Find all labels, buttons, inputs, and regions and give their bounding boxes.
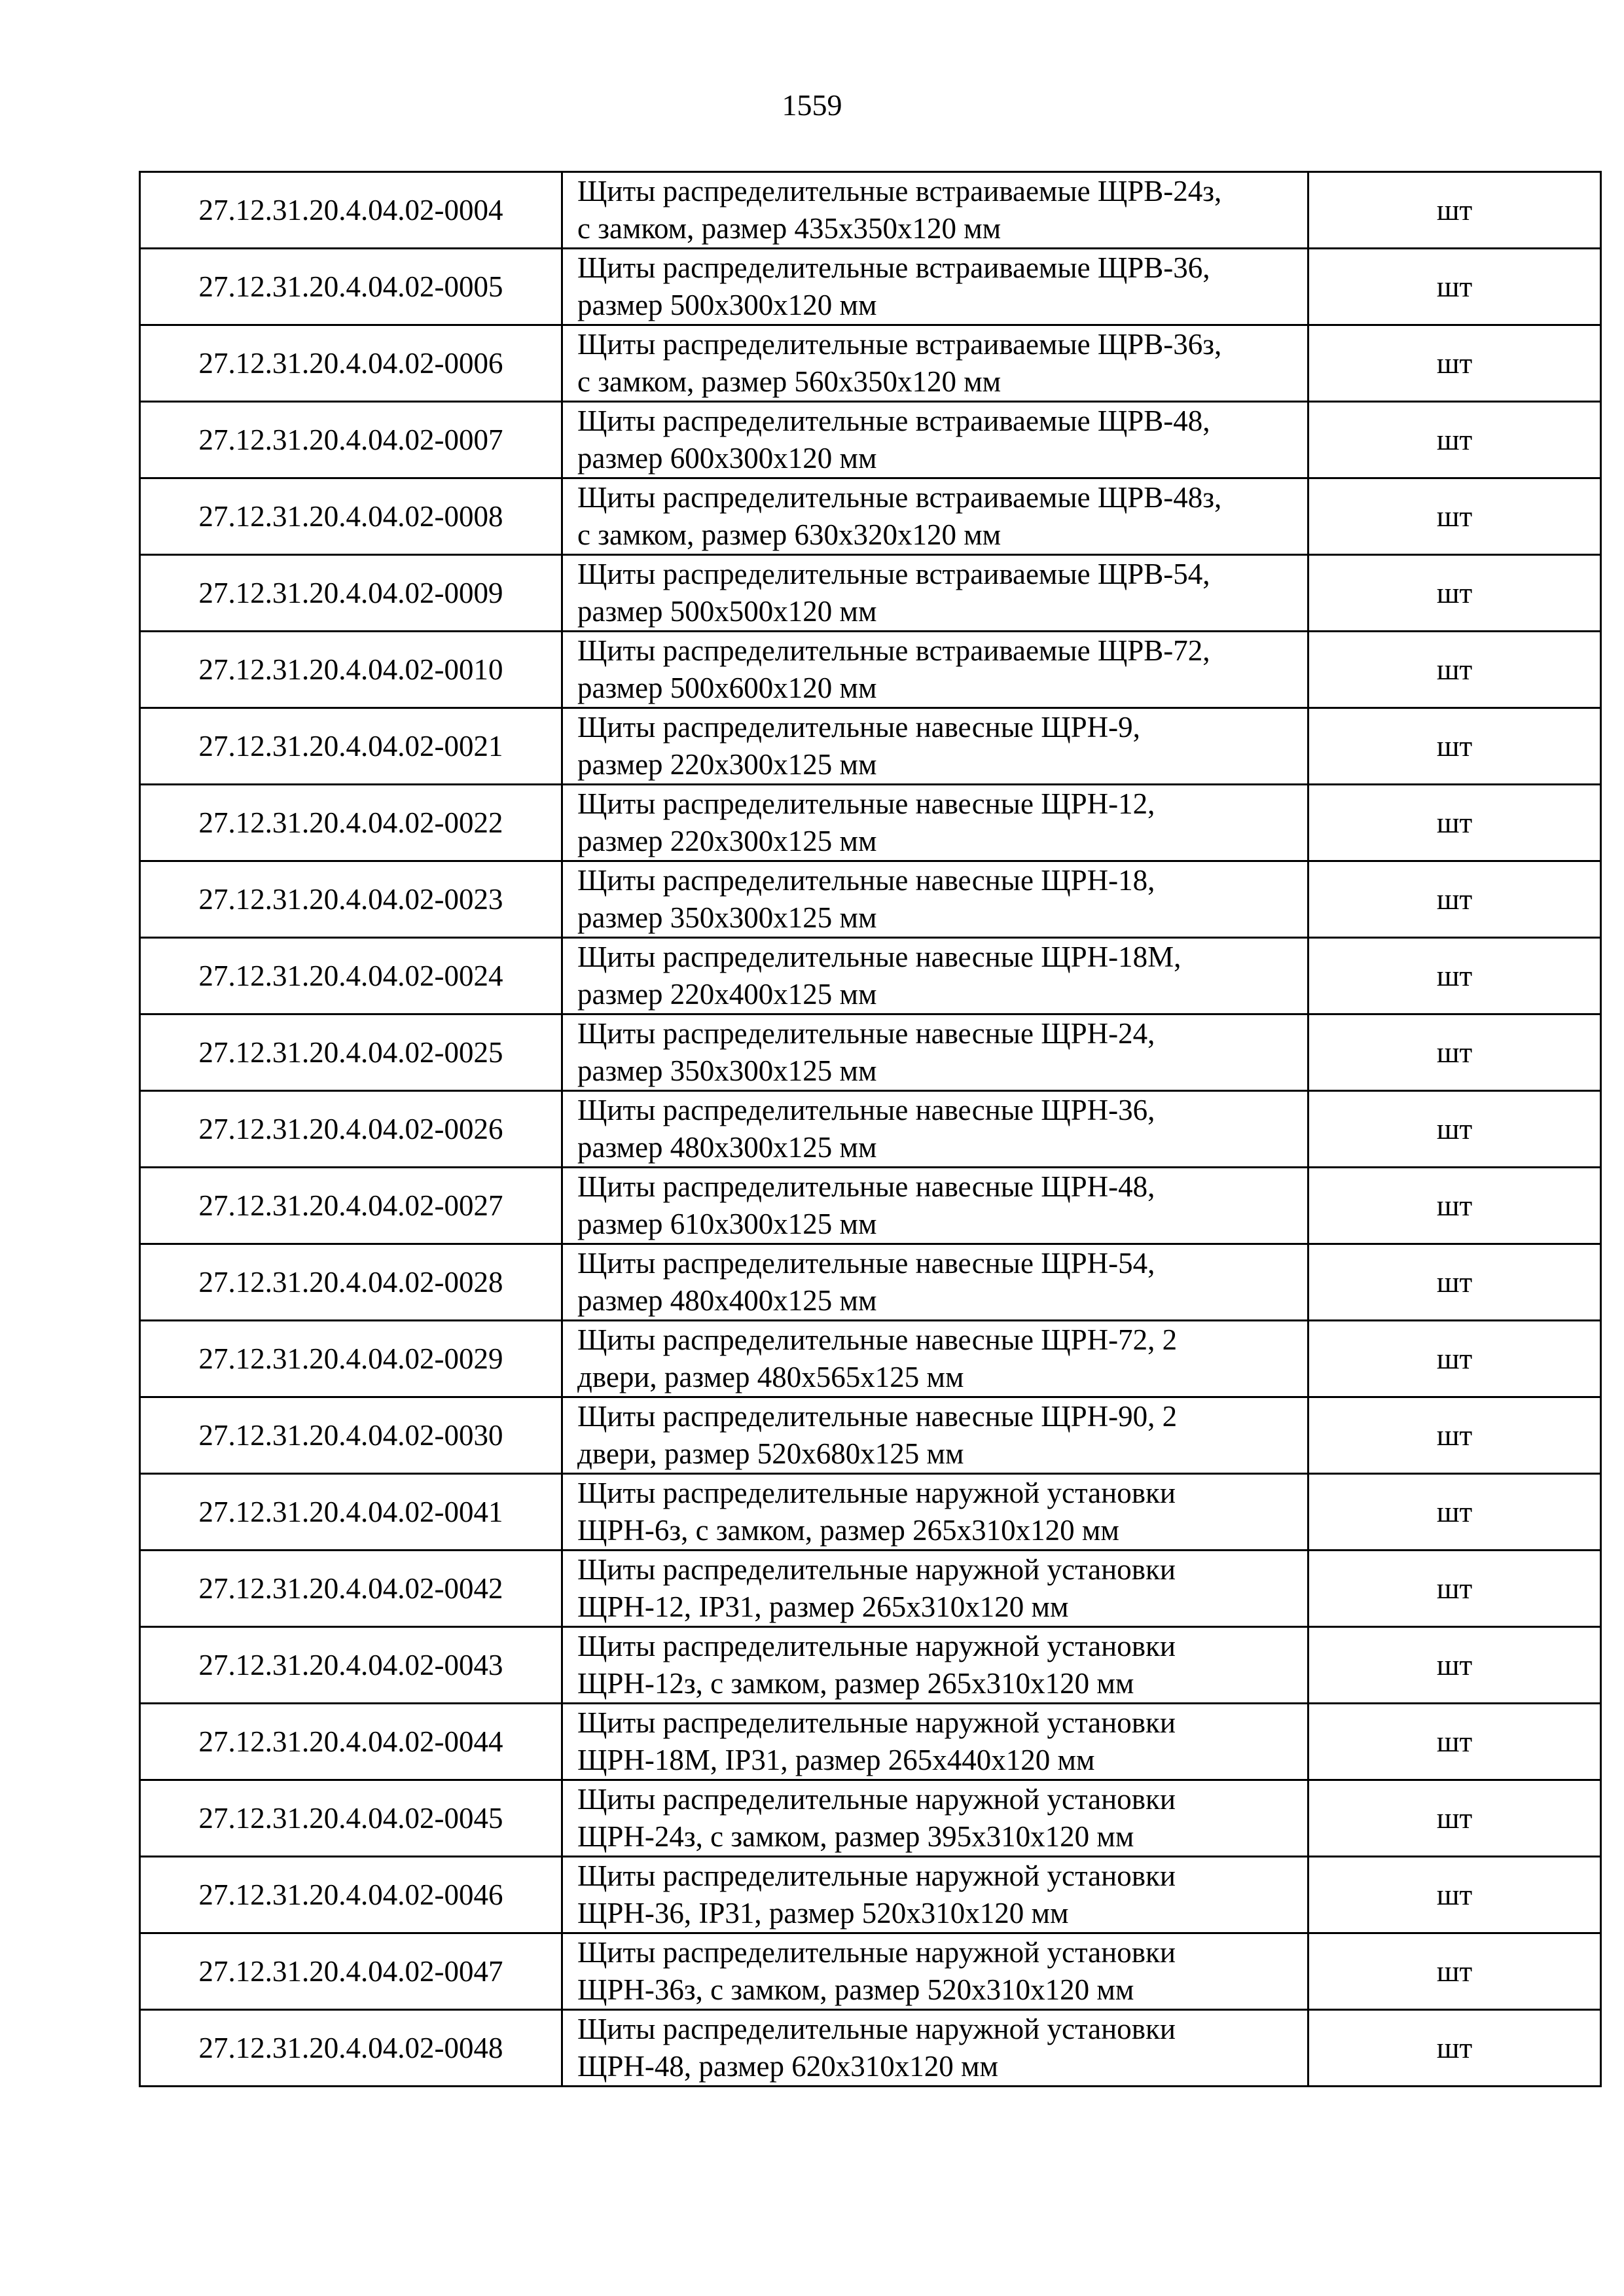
item-name-cell [562,2010,1308,2087]
table-row [140,1704,1601,1780]
item-name-line-1: Щиты распределительные встраиваемые ЩРВ-72, [577,634,1210,667]
item-name-line-2: ЩРН-6з, с замком, размер 265х310х120 мм [577,1514,1119,1547]
item-unit-cell: шт [1308,938,1601,1014]
item-name-cell [562,632,1308,708]
table-row [140,1551,1601,1627]
item-code-cell: 27.12.31.20.4.04.02-0045 [140,1780,562,1857]
item-code-cell: 27.12.31.20.4.04.02-0047 [140,1933,562,2010]
table-row [140,1168,1601,1244]
item-name-cell [562,402,1308,478]
table-row [140,172,1601,249]
item-name-line-2: ЩРН-48, размер 620х310х120 мм [577,2050,998,2083]
item-name-line-2: размер 600х300х120 мм [577,442,877,475]
item-name-line-1: Щиты распределительные навесные ЩРН-36, [577,1094,1155,1126]
item-name-line-1: Щиты распределительные встраиваемые ЩРВ-48з, [577,481,1222,514]
table-row [140,938,1601,1014]
item-name-line-1: Щиты распределительные навесные ЩРН-54, [577,1247,1155,1280]
item-name-line-2: размер 220х300х125 мм [577,748,877,781]
table-row [140,1321,1601,1397]
catalog-table [139,171,1602,2087]
table-row [140,478,1601,555]
item-code-cell: 27.12.31.20.4.04.02-0023 [140,861,562,938]
item-name-line-2: размер 220х400х125 мм [577,978,877,1011]
page-number: 1559 [782,88,842,122]
item-unit-cell: шт [1308,1321,1601,1397]
item-code-cell: 27.12.31.20.4.04.02-0026 [140,1091,562,1168]
item-name-cell [562,708,1308,785]
item-name-line-2: размер 500х500х120 мм [577,595,877,628]
item-code-cell: 27.12.31.20.4.04.02-0025 [140,1014,562,1091]
item-unit-cell: шт [1308,1168,1601,1244]
item-name-line-2: размер 500х600х120 мм [577,672,877,704]
item-name-line-2: размер 350х300х125 мм [577,901,877,934]
item-name-line-1: Щиты распределительные встраиваемые ЩРВ-24з, [577,175,1222,207]
item-name-cell [562,1014,1308,1091]
table-row [140,2010,1601,2087]
item-code-cell: 27.12.31.20.4.04.02-0024 [140,938,562,1014]
item-name-line-2: ЩРН-12, IP31, размер 265х310х120 мм [577,1590,1069,1623]
item-code-cell: 27.12.31.20.4.04.02-0027 [140,1168,562,1244]
item-unit-cell: шт [1308,1704,1601,1780]
item-name-line-2: ЩРН-36, IP31, размер 520х310х120 мм [577,1897,1069,1929]
item-code-cell: 27.12.31.20.4.04.02-0006 [140,325,562,402]
item-name-line-1: Щиты распределительные наружной установки [577,1630,1176,1662]
table-row [140,861,1601,938]
item-unit-cell: шт [1308,402,1601,478]
item-name-line-1: Щиты распределительные наружной установки [577,1706,1176,1739]
item-unit-cell: шт [1308,1780,1601,1857]
item-name-line-1: Щиты распределительные навесные ЩРН-9, [577,711,1140,744]
item-unit-cell: шт [1308,1627,1601,1704]
item-name-line-2: с замком, размер 435х350х120 мм [577,212,1001,245]
item-name-line-2: ЩРН-24з, с замком, размер 395х310х120 мм [577,1820,1134,1853]
item-code-cell: 27.12.31.20.4.04.02-0010 [140,632,562,708]
item-name-line-1: Щиты распределительные навесные ЩРН-18, [577,864,1155,897]
item-name-line-1: Щиты распределительные навесные ЩРН-72, 2 [577,1323,1178,1356]
item-name-cell [562,1321,1308,1397]
table-row [140,708,1601,785]
item-code-cell: 27.12.31.20.4.04.02-0041 [140,1474,562,1551]
item-code-cell: 27.12.31.20.4.04.02-0021 [140,708,562,785]
item-name-line-1: Щиты распределительные наружной установки [577,1936,1176,1969]
item-code-cell: 27.12.31.20.4.04.02-0008 [140,478,562,555]
item-code-cell: 27.12.31.20.4.04.02-0029 [140,1321,562,1397]
item-name-line-2: размер 350х300х125 мм [577,1054,877,1087]
item-code-cell: 27.12.31.20.4.04.02-0046 [140,1857,562,1933]
item-code-cell: 27.12.31.20.4.04.02-0043 [140,1627,562,1704]
item-unit-cell: шт [1308,1474,1601,1551]
table-row [140,1780,1601,1857]
item-unit-cell: шт [1308,1551,1601,1627]
item-name-cell [562,938,1308,1014]
table-row [140,1474,1601,1551]
item-code-cell: 27.12.31.20.4.04.02-0022 [140,785,562,861]
item-unit-cell: шт [1308,325,1601,402]
item-name-line-1: Щиты распределительные навесные ЩРН-18М, [577,941,1182,973]
table-row [140,402,1601,478]
item-name-line-1: Щиты распределительные навесные ЩРН-90, 2 [577,1400,1178,1433]
item-name-line-1: Щиты распределительные встраиваемые ЩРВ-36, [577,251,1210,284]
table-row [140,1397,1601,1474]
item-unit-cell: шт [1308,172,1601,249]
item-name-cell [562,1857,1308,1933]
item-name-cell [562,1704,1308,1780]
item-code-cell: 27.12.31.20.4.04.02-0048 [140,2010,562,2087]
item-name-line-2: ЩРН-18М, IP31, размер 265х440х120 мм [577,1744,1095,1776]
item-name-cell [562,861,1308,938]
item-name-cell [562,1168,1308,1244]
item-name-line-2: с замком, размер 560х350х120 мм [577,365,1001,398]
table-row [140,249,1601,325]
table-row [140,1627,1601,1704]
item-name-line-1: Щиты распределительные наружной установки [577,1553,1176,1586]
item-unit-cell: шт [1308,1933,1601,2010]
item-name-line-2: размер 220х300х125 мм [577,825,877,857]
item-unit-cell: шт [1308,861,1601,938]
item-name-line-1: Щиты распределительные наружной установки [577,1783,1176,1816]
item-unit-cell: шт [1308,785,1601,861]
item-unit-cell: шт [1308,1397,1601,1474]
item-name-cell [562,1933,1308,2010]
item-name-line-2: ЩРН-12з, с замком, размер 265х310х120 мм [577,1667,1134,1700]
table-row [140,1244,1601,1321]
item-name-line-1: Щиты распределительные навесные ЩРН-48, [577,1170,1155,1203]
item-name-cell [562,172,1308,249]
item-code-cell: 27.12.31.20.4.04.02-0007 [140,402,562,478]
item-name-line-1: Щиты распределительные наружной установки [577,1859,1176,1892]
table-row [140,785,1601,861]
item-name-line-2: размер 500х300х120 мм [577,289,877,321]
item-name-line-2: с замком, размер 630х320х120 мм [577,518,1001,551]
table-row [140,1933,1601,2010]
item-code-cell: 27.12.31.20.4.04.02-0030 [140,1397,562,1474]
item-name-line-2: ЩРН-36з, с замком, размер 520х310х120 мм [577,1973,1134,2006]
item-name-line-1: Щиты распределительные встраиваемые ЩРВ-54, [577,558,1210,590]
item-name-line-2: размер 480х300х125 мм [577,1131,877,1164]
item-code-cell: 27.12.31.20.4.04.02-0044 [140,1704,562,1780]
table-row [140,1091,1601,1168]
item-unit-cell: шт [1308,1091,1601,1168]
item-unit-cell: шт [1308,2010,1601,2087]
item-name-line-1: Щиты распределительные встраиваемые ЩРВ-48, [577,404,1210,437]
item-name-line-2: размер 480х400х125 мм [577,1284,877,1317]
item-name-cell [562,1397,1308,1474]
item-code-cell: 27.12.31.20.4.04.02-0004 [140,172,562,249]
item-unit-cell: шт [1308,478,1601,555]
item-name-cell [562,555,1308,632]
item-unit-cell: шт [1308,1244,1601,1321]
item-name-cell [562,249,1308,325]
item-name-line-2: двери, размер 480х565х125 мм [577,1361,964,1393]
item-unit-cell: шт [1308,1857,1601,1933]
table-row [140,325,1601,402]
item-name-cell [562,1551,1308,1627]
item-name-line-2: двери, размер 520х680х125 мм [577,1437,964,1470]
table-row [140,555,1601,632]
item-name-cell [562,1091,1308,1168]
item-unit-cell: шт [1308,555,1601,632]
item-name-cell [562,325,1308,402]
item-code-cell: 27.12.31.20.4.04.02-0028 [140,1244,562,1321]
catalog-table-body [140,172,1601,2087]
item-name-cell [562,785,1308,861]
table-row [140,1014,1601,1091]
item-code-cell: 27.12.31.20.4.04.02-0042 [140,1551,562,1627]
item-code-cell: 27.12.31.20.4.04.02-0009 [140,555,562,632]
item-name-line-1: Щиты распределительные встраиваемые ЩРВ-36з, [577,328,1222,361]
item-name-cell [562,1244,1308,1321]
item-name-cell [562,1474,1308,1551]
item-unit-cell: шт [1308,632,1601,708]
item-name-line-1: Щиты распределительные наружной установки [577,2013,1176,2045]
item-name-cell [562,1627,1308,1704]
item-name-line-1: Щиты распределительные навесные ЩРН-24, [577,1017,1155,1050]
item-unit-cell: шт [1308,708,1601,785]
item-name-cell [562,478,1308,555]
item-unit-cell: шт [1308,249,1601,325]
table-row [140,1857,1601,1933]
item-unit-cell: шт [1308,1014,1601,1091]
table-row [140,632,1601,708]
item-name-line-1: Щиты распределительные наружной установки [577,1477,1176,1509]
item-name-line-2: размер 610х300х125 мм [577,1208,877,1240]
item-code-cell: 27.12.31.20.4.04.02-0005 [140,249,562,325]
item-name-line-1: Щиты распределительные навесные ЩРН-12, [577,787,1155,820]
item-name-cell [562,1780,1308,1857]
